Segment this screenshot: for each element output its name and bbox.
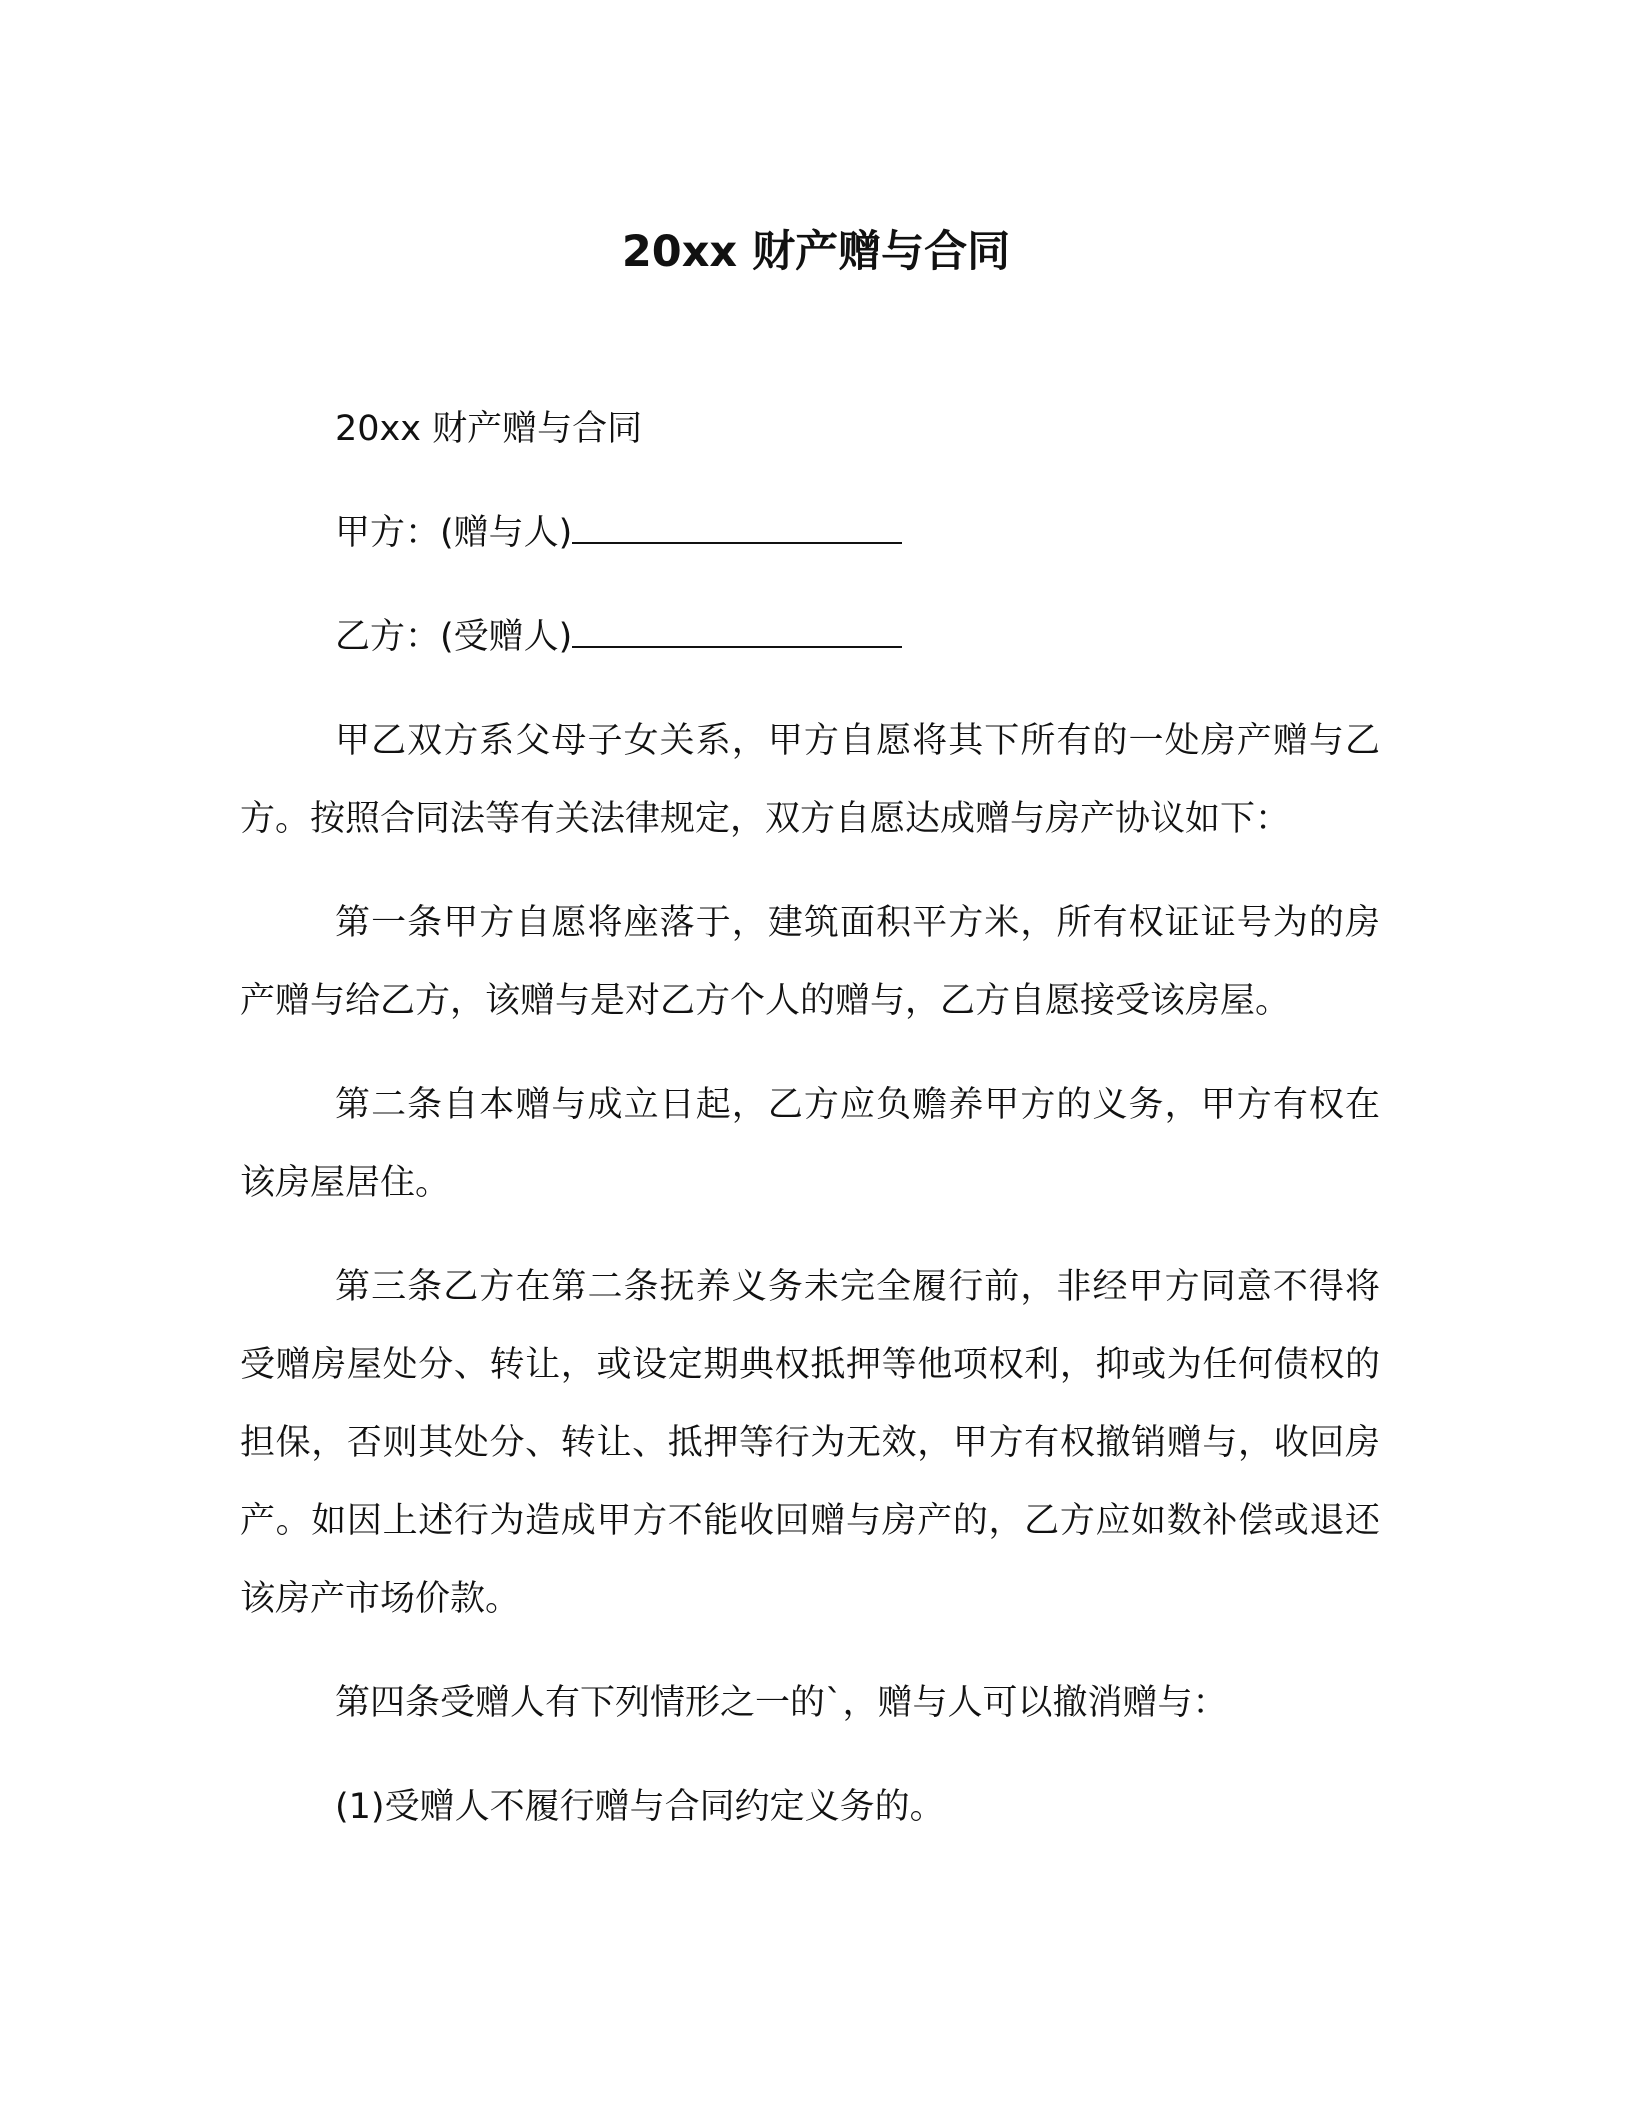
- paragraph-article-4: 第四条受赠人有下列情形之一的`，赠与人可以撤消赠与：: [335, 1683, 1228, 1723]
- party-b-blank: [572, 610, 902, 648]
- document-body: [240, 390, 1380, 1872]
- party-a-line: [240, 494, 1380, 572]
- party-a-blank: [572, 506, 902, 544]
- document-title: 20xx 财产赠与合同: [621, 227, 1011, 277]
- paragraph-article-2: 第二条自本赠与成立日起，乙方应负赡养甲方的义务，甲方有权在该房屋居住。: [240, 1085, 1380, 1203]
- party-b-label: 乙方：(受赠人): [335, 617, 573, 657]
- paragraph-item-1: (1)受赠人不履行赠与合同约定义务的。: [335, 1787, 945, 1827]
- paragraph-article-3: 第三条乙方在第二条抚养义务未完全履行前，非经甲方同意不得将受赠房屋处分、转让，或设定期典权抵押等他项权利，抑或为任何债权的担保，否则其处分、转让、抵押等行为无效，甲方有权撤销赠与，收回房产。如因上述行为造成甲方不能收回赠与房产的，乙方应如数补偿或退还该房产市场价款。: [240, 1267, 1380, 1619]
- paragraph-intro: 甲乙双方系父母子女关系，甲方自愿将其下所有的一处房产赠与乙方。按照合同法等有关法律规定，双方自愿达成赠与房产协议如下：: [240, 721, 1380, 839]
- document-subtitle: 20xx 财产赠与合同: [335, 409, 643, 449]
- paragraph-article-1: 第一条甲方自愿将座落于，建筑面积平方米，所有权证证号为的房产赠与给乙方，该赠与是对乙方个人的赠与，乙方自愿接受该房屋。: [240, 903, 1380, 1021]
- party-b-line: [240, 598, 1380, 676]
- party-a-label: 甲方：(赠与人): [335, 513, 573, 553]
